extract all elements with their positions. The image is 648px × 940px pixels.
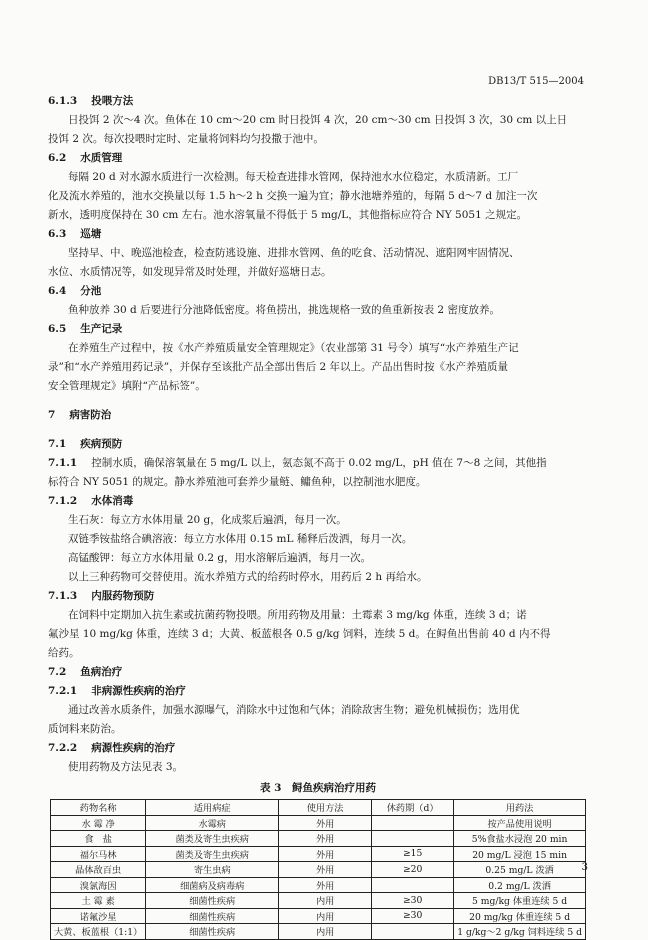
section-7-1-2-heading: [48, 492, 588, 511]
table-cell: 细菌病及病毒病: [146, 877, 279, 893]
table-cell: 0.2 mg/L 泼洒: [454, 877, 586, 893]
section-7-2-2-heading: [48, 739, 588, 758]
table-cell: 细菌性疾病: [146, 908, 279, 924]
table-row: [51, 831, 586, 847]
table-cell: 外用: [279, 877, 372, 893]
paragraph-line: 标符合 NY 5051 的规定。静水养殖池可套养少量鲢、鳙鱼种，以控制池水肥度。: [48, 476, 427, 488]
column-header: 休药期（d）: [372, 800, 454, 816]
section-title: 非病源性疾病的治疗: [91, 685, 186, 697]
paragraph-line: 以上三种药物可交替使用。流水养殖方式的给药时停水，用药后 2 h 再给水。: [68, 571, 428, 583]
section-title: 鱼病治疗: [80, 666, 123, 678]
section-number: 6.3: [48, 228, 67, 240]
section-number: 6.2: [48, 152, 67, 164]
table-cell: 20 mg/L 浸泡 15 min: [454, 846, 586, 862]
paragraph-line: 安全管理规定》填附“产品标签”。: [48, 380, 206, 392]
table-cell: ≥15: [372, 846, 454, 862]
table-cell: 外用: [279, 815, 372, 831]
table-cell: 内用: [279, 908, 372, 924]
table-cell: 内用: [279, 924, 372, 940]
section-6-5-heading: [48, 320, 588, 339]
table-cell: [372, 831, 454, 847]
paragraph-line: 化及流水养殖的，池水交换量以每 1.5 h～2 h 交换一遍为宜；静水池塘养殖的，每隔 5 d～7 d 加注一次: [48, 190, 538, 202]
table-cell: 细菌性疾病: [146, 893, 279, 909]
paragraph-line: 坚持早、中、晚巡池检查，检查防逃设施、进排水管网、鱼的吃食、活动情况、遮阳网牢固情况、: [68, 247, 520, 259]
page-number: 3: [581, 862, 588, 873]
table-cell: 5%食盐水浸泡 20 min: [454, 831, 586, 847]
table-row: [51, 924, 586, 940]
section-7-2-1-heading: [48, 682, 588, 701]
table-header-row: [51, 800, 586, 816]
section-6-1-3-heading: [48, 92, 588, 111]
table-cell: 按产品使用说明: [454, 815, 586, 831]
table-cell: 内用: [279, 893, 372, 909]
section-number: 6.1.3: [48, 95, 78, 107]
section-7-1-3-heading: [48, 587, 588, 606]
table-cell: ≥30: [372, 893, 454, 909]
table-cell: 菌类及寄生虫疾病: [146, 846, 279, 862]
paragraph-line: 在饲料中定期加入抗生素或抗菌药物投喂。所用药物及用量：土霉素 3 mg/kg 体重，连续 3 d；诺: [68, 609, 527, 621]
table-row: [51, 908, 586, 924]
table-cell: 福尔马林: [51, 846, 146, 862]
table-cell: [372, 815, 454, 831]
section-number: 7.2.1: [48, 685, 78, 697]
section-number: 7.2: [48, 666, 67, 678]
section-title: 疾病预防: [80, 438, 123, 450]
section-title: 投喂方法: [91, 95, 134, 107]
table-cell: 水 霉 净: [51, 815, 146, 831]
table-cell: 菌类及寄生虫疾病: [146, 831, 279, 847]
paragraph-line: 每隔 20 d 对水源水质进行一次检测。每天检查进排水管网，保持池水水位稳定，水质清新。工厂: [68, 171, 519, 183]
table-cell: [372, 877, 454, 893]
table-cell: 外用: [279, 831, 372, 847]
paragraph-line: 在养殖生产过程中，按《水产养殖质量安全管理规定》（农业部第 31 号令）填写“水产养殖生产记: [68, 342, 519, 354]
table-cell: 5 mg/kg 体重连续 5 d: [454, 893, 586, 909]
chapter-7-heading: [48, 406, 588, 425]
paragraph-line: 给药。: [48, 647, 80, 659]
section-title: 病害防治: [69, 409, 112, 421]
section-title: 巡塘: [80, 228, 102, 240]
section-6-2-heading: [48, 149, 588, 168]
paragraph-line: 高锰酸钾：每立方水体用量 0.2 g，用水溶解后遍洒，每月一次。: [68, 552, 372, 564]
table-caption: 表 3 鲟鱼疾病治疗用药: [260, 782, 376, 794]
table-cell: [372, 924, 454, 940]
section-title: 水质管理: [80, 152, 123, 164]
table-cell: 土 霉 素: [51, 893, 146, 909]
table-row: [51, 877, 586, 893]
column-header: 使用方法: [279, 800, 372, 816]
paragraph-line: 控制水质，确保溶氧量在 5 mg/L 以上，氨态氮不高于 0.02 mg/L，pH 值在 7～8 之间，其他指: [91, 457, 547, 469]
column-header: 用药法: [454, 800, 586, 816]
section-title: 病源性疾病的治疗: [91, 742, 176, 754]
section-7-1-heading: [48, 435, 588, 454]
table-cell: 外用: [279, 862, 372, 878]
table-cell: 大黄、板蓝根（1:1）: [51, 924, 146, 940]
paragraph-line: 水位、水质情况等，如发现异常及时处理，并做好巡塘日志。: [48, 266, 332, 278]
table-cell: 0.25 mg/L 泼洒: [454, 862, 586, 878]
section-6-4-heading: [48, 282, 588, 301]
section-number: 7.1.2: [48, 495, 78, 507]
table-cell: 食 盐: [51, 831, 146, 847]
section-title: 水体消毒: [91, 495, 134, 507]
paragraph-line: 双链季铵盐络合碘溶液：每立方水体用 0.15 mL 稀释后泼洒，每月一次。: [68, 533, 413, 545]
table-row: [51, 815, 586, 831]
paragraph-line: 录”和“水产养殖用药记录”，并保存至该批产品全部出售后 2 年以上。产品出售时按《水产养殖质量: [48, 361, 508, 373]
section-7-2-heading: [48, 663, 588, 682]
document-body: [48, 92, 588, 940]
column-header: 适用病症: [146, 800, 279, 816]
table-cell: 细菌性疾病: [146, 924, 279, 940]
section-title: 生产记录: [80, 323, 123, 335]
table-cell: ≥30: [372, 908, 454, 924]
paragraph-line: 日投饵 2 次～4 次。鱼体在 10 cm～20 cm 时日投饵 4 次，20 cm～30 cm 日投饵 3 次，30 cm 以上日: [68, 114, 568, 126]
paragraph-line: 投饵 2 次。每次投喂时定时、定量将饲料均匀投撒于池中。: [48, 133, 324, 145]
table-cell: 寄生虫病: [146, 862, 279, 878]
document-number: DB13/T 515—2004: [488, 76, 584, 87]
table-row: [51, 862, 586, 878]
section-6-3-heading: [48, 225, 588, 244]
table-cell: 诺氟沙星: [51, 908, 146, 924]
paragraph-line: 新水，透明度保持在 30 cm 左右。池水溶氧量不得低于 5 mg/L，其他指标应符合 NY 5051 之规定。: [48, 209, 528, 221]
paragraph-line: 氟沙星 10 mg/kg 体重，连续 3 d；大黄、板蓝根各 0.5 g/kg 饲料，连续 5 d。在鲟鱼出售前 40 d 内不得: [48, 628, 551, 640]
table-cell: 20 mg/kg 体重连续 5 d: [454, 908, 586, 924]
treatment-table: [50, 799, 586, 940]
section-number: 7.1: [48, 438, 67, 450]
paragraph-line: 鱼种放养 30 d 后要进行分池降低密度。将鱼捞出，挑选规格一致的鱼重新按表 2 密度放养。: [68, 304, 500, 316]
section-title: 分池: [80, 285, 102, 297]
paragraph-line: 生石灰：每立方水体用量 20 g，化成浆后遍洒，每月一次。: [68, 514, 347, 526]
table-cell: ≥20: [372, 862, 454, 878]
section-number: 6.4: [48, 285, 67, 297]
section-7-1-1: [48, 454, 588, 473]
column-header: 药物名称: [51, 800, 146, 816]
table-cell: 水霉病: [146, 815, 279, 831]
section-number: 7.2.2: [48, 742, 78, 754]
section-number: 7.1.3: [48, 590, 78, 602]
paragraph-line: 使用药物及方法见表 3。: [68, 761, 184, 773]
paragraph-line: 通过改善水质条件，加强水源曝气，消除水中过饱和气体；消除敌害生物；避免机械损伤；选用优: [68, 704, 520, 716]
paragraph-line: 质饲料来防治。: [48, 723, 122, 735]
section-title: 内服药物预防: [91, 590, 155, 602]
table-cell: 外用: [279, 846, 372, 862]
section-number: 6.5: [48, 323, 67, 335]
table-cell: 晶体敌百虫: [51, 862, 146, 878]
section-number: 7: [48, 409, 56, 421]
table-row: [51, 846, 586, 862]
table-cell: 1 g/kg～2 g/kg 饲料连续 5 d: [454, 924, 586, 940]
table-cell: 溴氯海因: [51, 877, 146, 893]
section-number: 7.1.1: [48, 457, 78, 469]
